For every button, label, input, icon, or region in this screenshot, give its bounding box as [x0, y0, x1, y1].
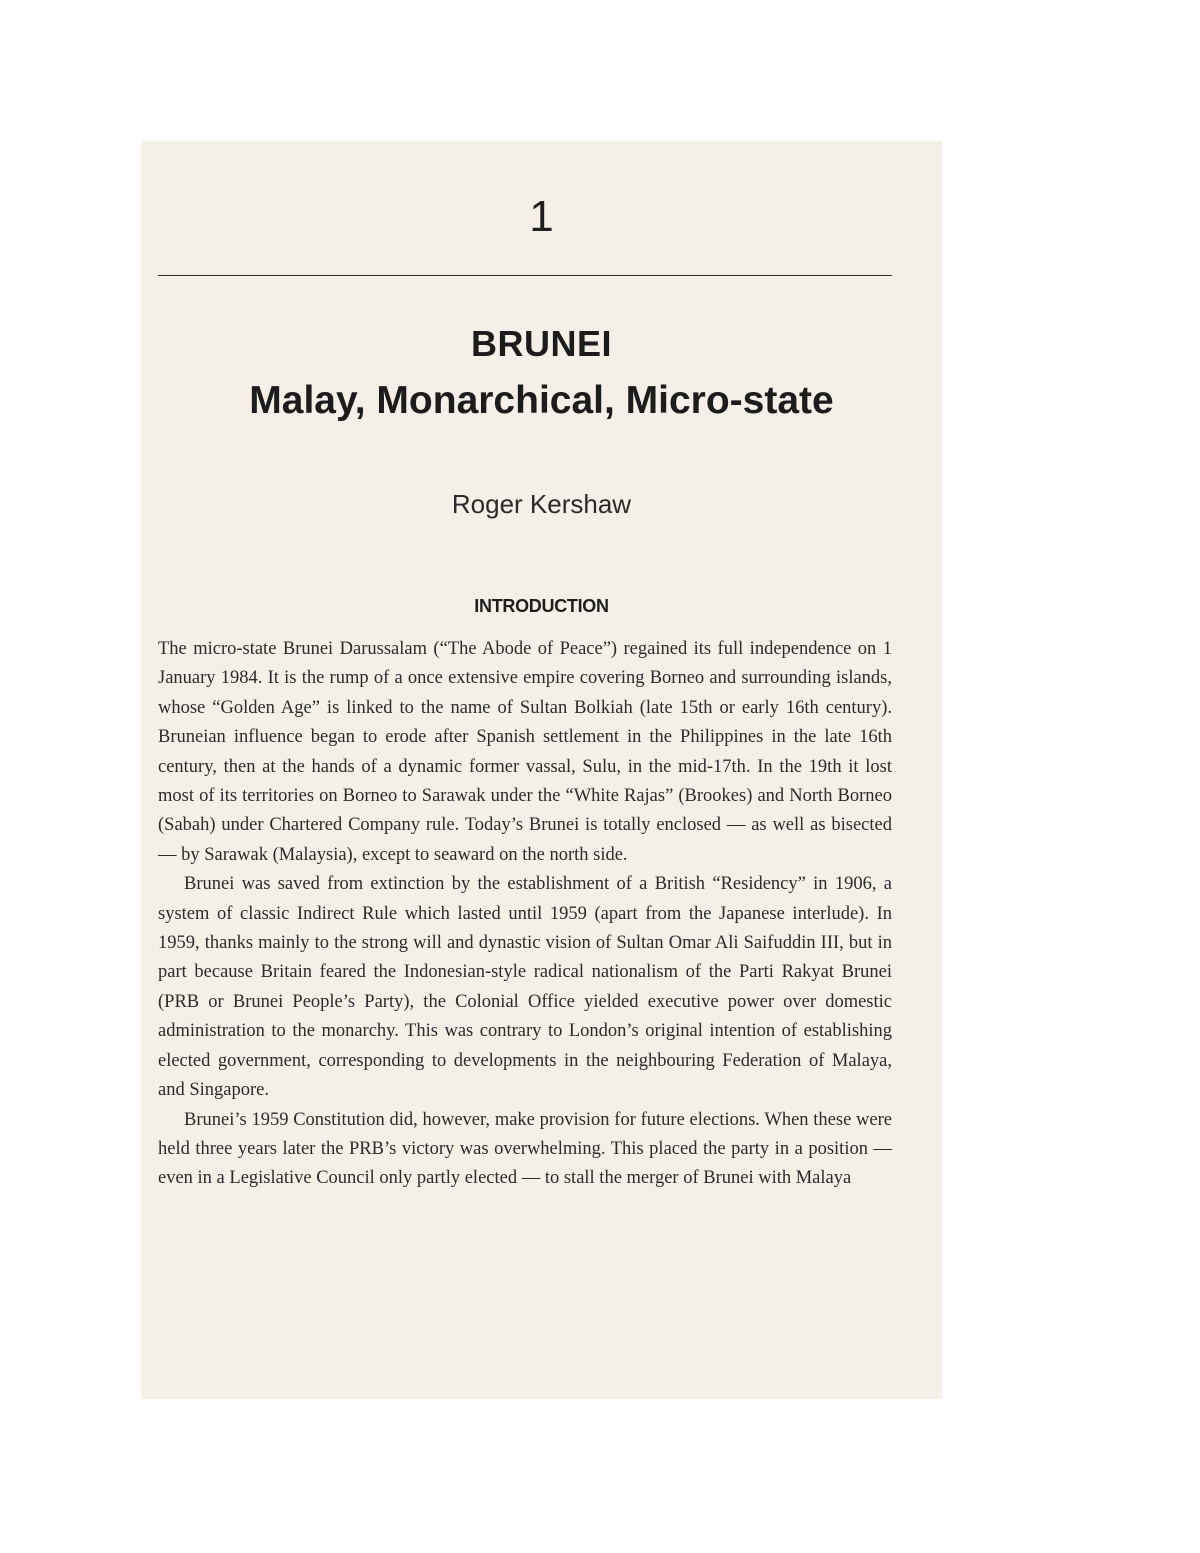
- chapter-title: BRUNEI: [470, 323, 612, 364]
- chapter-rule-divider: [158, 275, 892, 276]
- section-heading: INTRODUCTION: [474, 596, 609, 616]
- body-text: [158, 635, 892, 1194]
- chapter-author: Roger Kershaw: [451, 489, 632, 519]
- paragraph: The micro-state Brunei Darussalam (“The Abode of Peace”) regained its full independence on 1 January 1984. It is the rump of a once extensive empire covering Borneo and surrounding islands, whose “Golden Age” is linked to the name of Sultan Bolkiah (late 15th or early 16th century). Bruneian influence began to erode after Spanish settlement in the Philippines in the late 16th century, then at the hands of a dynamic former vassal, Sulu, in the mid-17th. In the 19th it lost most of its territories on Borneo to Sarawak under the “White Rajas” (Brookes) and North Borneo (Sabah) under Chartered Company rule. Today’s Brunei is totally enclosed — as well as bisected — by Sarawak (Malaysia), except to seaward on the north side.: [158, 639, 892, 865]
- chapter-subtitle: Malay, Monarchical, Micro-state: [249, 379, 834, 422]
- paragraph: Brunei was saved from extinction by the establishment of a British “Residency” in 1906, a system of classic Indirect Rule which lasted until 1959 (apart from the Japanese interlude). In 1959, thanks mainly to the strong will and dynastic vision of Sultan Omar Ali Saifuddin III, but in part because Britain feared the Indonesian-style radical nationalism of the Parti Rakyat Brunei (PRB or Brunei People’s Party), the Colonial Office yielded executive power over domestic administration to the monarchy. This was contrary to London’s original intention of establishing elected government, corresponding to developments in the neighbouring Federation of Malaya, and Singapore.: [158, 874, 892, 1101]
- chapter-number: 1: [529, 192, 554, 241]
- paragraph: Brunei’s 1959 Constitution did, however, make provision for future elections. When these were held three years later the PRB’s victory was overwhelming. This placed the party in a position — even in a Legislative Council only partly elected — to stall the merger of Brunei with Malaya: [158, 1109, 892, 1189]
- book-page: [141, 141, 942, 1399]
